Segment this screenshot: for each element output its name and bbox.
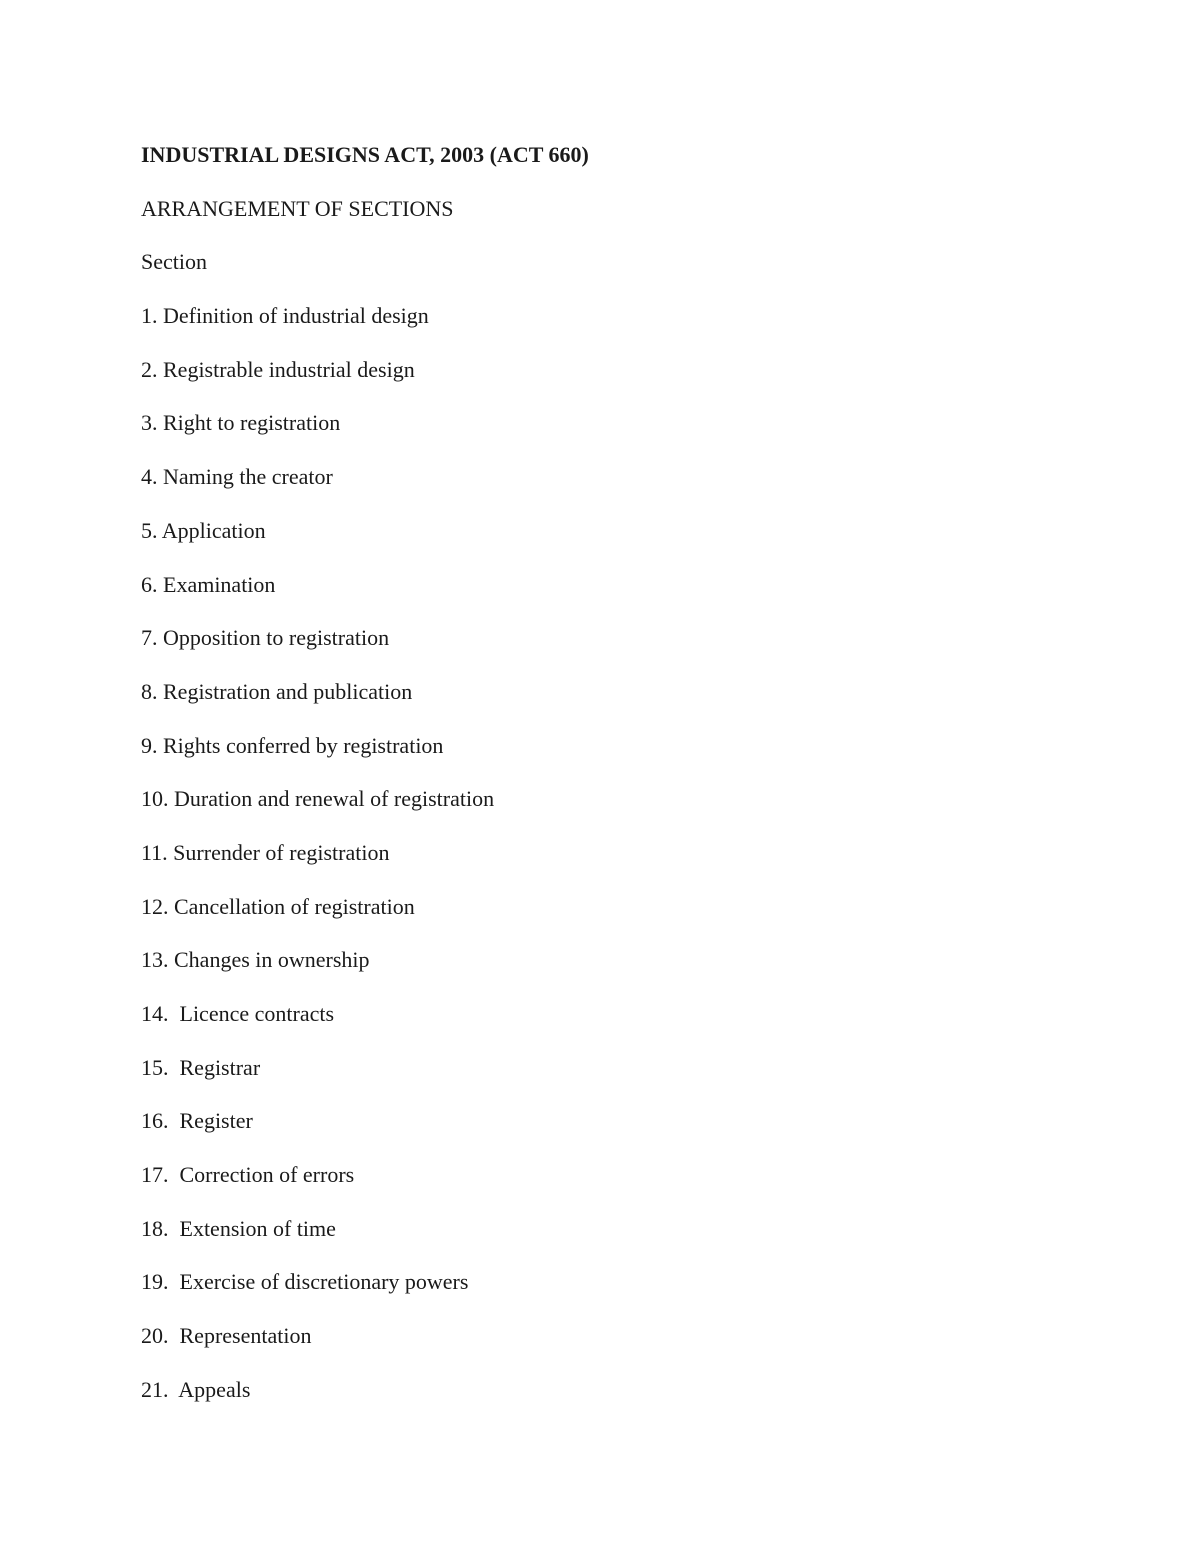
section-item: 3. Right to registration	[141, 410, 341, 436]
section-item: 16. Register	[141, 1108, 253, 1134]
document-subtitle: ARRANGEMENT OF SECTIONS	[141, 195, 454, 221]
section-item: 4. Naming the creator	[141, 464, 333, 490]
section-item: 15. Registrar	[141, 1054, 261, 1080]
section-column-heading: Section	[141, 249, 207, 275]
section-item: 12. Cancellation of registration	[141, 893, 415, 919]
document-title: INDUSTRIAL DESIGNS ACT, 2003 (ACT 660)	[141, 142, 589, 167]
section-item: 7. Opposition to registration	[141, 625, 390, 651]
section-item: 8. Registration and publication	[141, 678, 413, 704]
section-item: 18. Extension of time	[141, 1215, 336, 1241]
section-item: 17. Correction of errors	[141, 1162, 355, 1188]
section-item: 9. Rights conferred by registration	[141, 732, 444, 758]
section-item: 14. Licence contracts	[141, 1001, 335, 1026]
section-item: 21. Appeals	[141, 1376, 251, 1402]
section-item: 19. Exercise of discretionary powers	[141, 1269, 469, 1295]
section-item: 1. Definition of industrial design	[141, 303, 429, 329]
section-item: 20. Representation	[141, 1323, 312, 1349]
section-item: 11. Surrender of registration	[141, 839, 390, 865]
section-item: 13. Changes in ownership	[141, 947, 370, 973]
section-item: 10. Duration and renewal of registration	[141, 786, 495, 812]
section-item: 2. Registrable industrial design	[141, 356, 415, 382]
section-list	[141, 301, 1101, 1405]
document-page	[141, 140, 1101, 1429]
section-item: 5. Application	[141, 517, 266, 543]
section-item: 6. Examination	[141, 571, 276, 597]
